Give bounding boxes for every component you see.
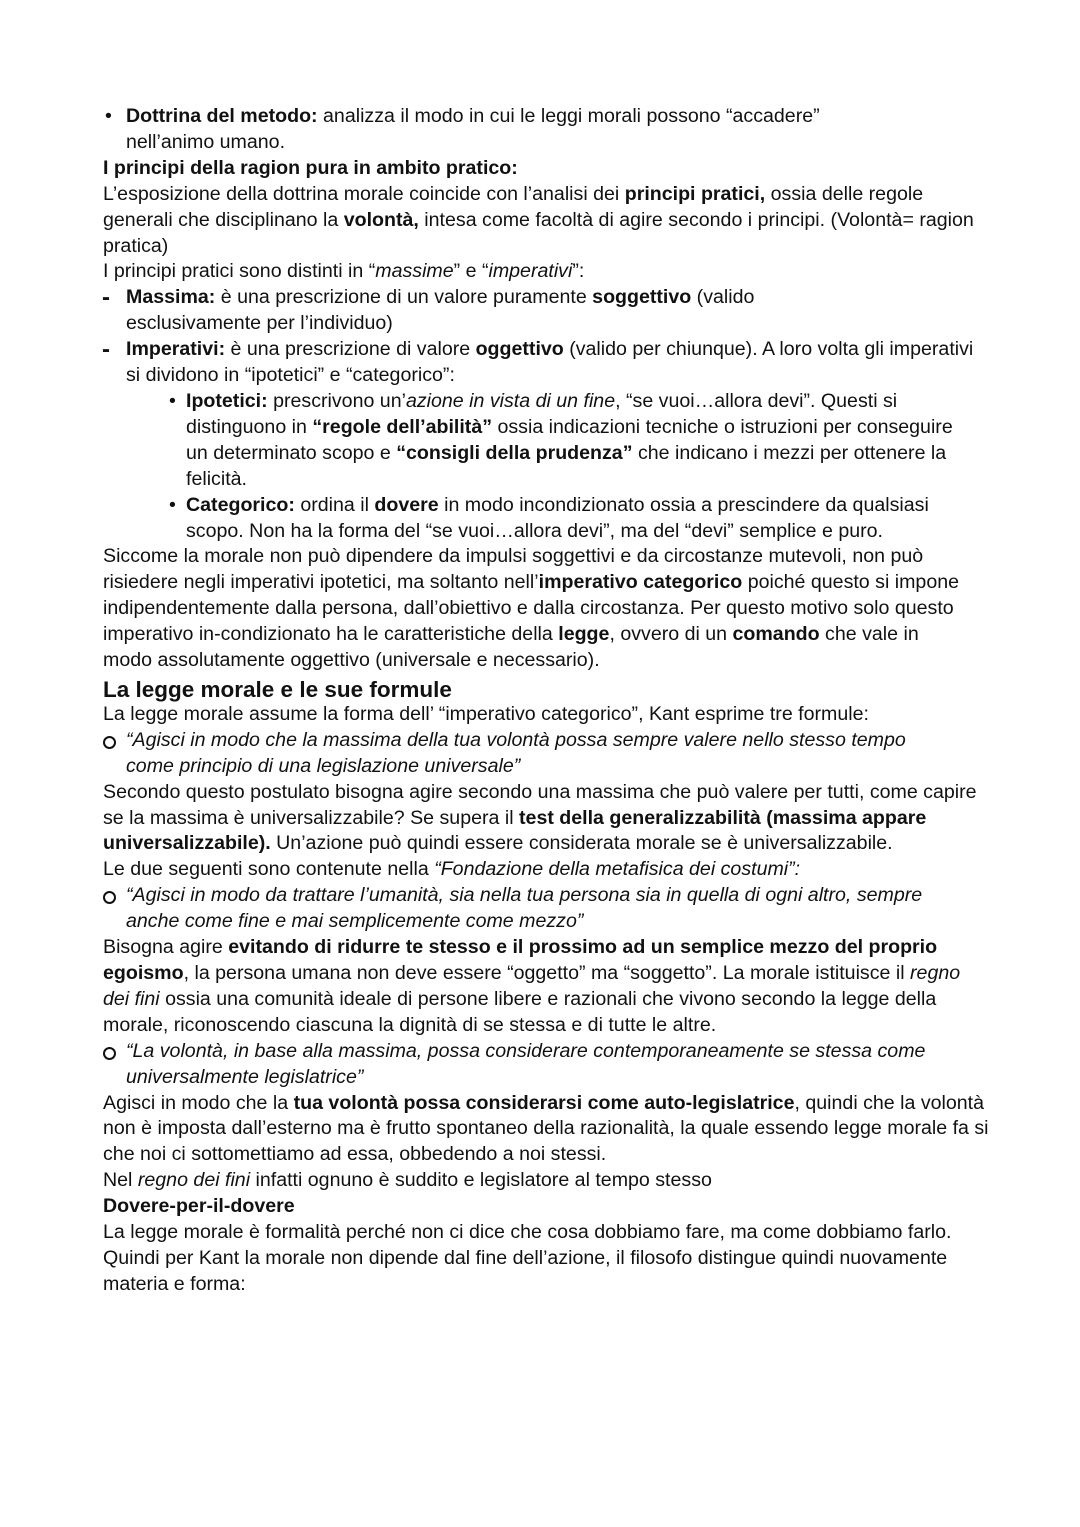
bold-span: Massima: [126, 286, 216, 309]
text-span: (valido esclusivamente per l’individuo) [126, 286, 755, 335]
section-heading-legge-morale: La legge morale e le sue formule [103, 676, 452, 702]
text-span: ossia delle regole generali che disciplinano la [103, 182, 924, 231]
text-span: L’esposizione della dottrina morale coincide con l’analisi dei [103, 182, 625, 205]
text-span: ossia indicazioni tecniche o istruzioni per conseguire un determinato scopo e [186, 415, 953, 464]
paragraph-formalita: La legge morale è formalità perché non ci dice che cosa dobbiamo fare, ma come dobbiamo farlo. Quindi per Kant la morale non dipende dal fine dell’azione, il filosofo distingue quindi nuovamente materia e forma: [103, 1221, 952, 1295]
bold-span: oggettivo [475, 338, 564, 361]
text-span: Secondo questo postulato bisogna agire secondo una massima che può valere per tutti, come capire se la massima è universalizzabile? Se supera il [103, 780, 977, 829]
text-span: Un’azione può quindi essere considerata morale se è universalizzabile. [270, 832, 893, 855]
paragraph-auto-legislatrice [103, 1091, 990, 1169]
paragraph-generalizzabilita [103, 780, 990, 858]
formula-2 [103, 883, 990, 935]
text-span: poiché questo si impone indipendentemente dalla persona, dall’obiettivo e dalla circostanza. Per questo motivo solo questo imperativo in-condizionato ha le caratteristiche della [103, 571, 960, 646]
circle-bullet-icon [103, 1047, 116, 1060]
text-span: Le due seguenti sono contenute nella [103, 858, 435, 881]
italic-span: “Fondazione della metafisica dei costumi”: [434, 858, 801, 881]
paragraph-imperativo-categorico [103, 544, 990, 674]
bold-span: Ipotetici: [186, 389, 268, 412]
circle-bullet-icon [103, 736, 116, 749]
bold-span: tua volontà possa considerarsi come auto-legislatrice [293, 1091, 795, 1114]
bold-span: test della generalizzabilità (massima appare universalizzabile). [103, 806, 927, 855]
bold-span: imperativo categorico [538, 571, 743, 594]
text-span: , quindi che la volontà non è imposta dall’esterno ma è frutto spontaneo della razionalità, la quale essendo legge morale fa si che noi ci sottomettiamo ad essa, obbedendo a noi stessi. [103, 1091, 989, 1166]
italic-span: regno dei fini [137, 1169, 251, 1192]
italic-span: massime [375, 260, 454, 283]
bold-span: legge [558, 623, 610, 646]
bold-span: Imperativi: [126, 338, 226, 361]
text-span: Agisci in modo che la [103, 1091, 294, 1114]
text-span: ”: [572, 260, 585, 283]
section-heading-dovere [103, 1194, 990, 1220]
dash-item-imperativi [103, 337, 990, 389]
text-span: in modo incondizionato ossia a prescindere da qualsiasi scopo. Non ha la forma del “se vuoi…allora devi”, ma del “devi” semplice e puro. [186, 493, 929, 542]
paragraph-massime-imperativi [103, 259, 990, 285]
bullet-marker: • [105, 105, 112, 127]
method-doctrine-bullet [103, 104, 990, 156]
dash-marker: - [102, 284, 110, 312]
text-span: è una prescrizione di valore [225, 338, 476, 361]
bold-span: comando [732, 623, 820, 646]
text-span: (valido per chiunque). A loro volta gli imperativi si dividono in “ipotetici” e “categorico”: [126, 338, 974, 387]
text-span: I principi pratici sono distinti in “ [103, 260, 376, 283]
paragraph-suddito-legislatore [103, 1168, 990, 1194]
bullet-item-categorico [103, 493, 990, 545]
formula-2-text: “Agisci in modo da trattare l’umanità, sia nella tua persona sia in quella di ogni altro, sempre anche come fine e mai semplicemente come mezzo” [126, 884, 923, 933]
text-span: prescrivono un’ [267, 389, 406, 412]
text-span: , la persona umana non deve essere “oggetto” ma “soggetto”. La morale istituisce il [183, 962, 911, 984]
bold-span: “regole dell’abilità” [312, 415, 493, 438]
formula-3 [103, 1039, 990, 1091]
text-span: che vale in modo assolutamente oggettivo (universale e necessario). [103, 623, 919, 672]
text-span: ossia una comunità ideale di persone libere e razionali che vivono secondo la legge della morale, riconoscendo ciascuna la dignità di se stessa e di tutte le altre. [103, 987, 937, 1036]
italic-span: regno dei fini [103, 962, 961, 1010]
text-span: intesa come facoltà di agire secondo i principi. (Volontà= ragion pratica) [103, 208, 974, 257]
paragraph-fondazione [103, 857, 990, 883]
section-heading-principi [103, 156, 990, 182]
text-span: Bisogna agire [103, 936, 229, 959]
text-span: ordina il [294, 493, 375, 516]
bold-span: evitando di ridurre te stesso e il prossimo ad un semplice mezzo del proprio egoismo [103, 936, 938, 984]
italic-span: imperativi [488, 260, 573, 283]
paragraph-tre-formule: La legge morale assume la forma dell’ “imperativo categorico”, Kant esprime tre formule: [103, 702, 869, 725]
formula-1 [103, 728, 990, 780]
bullet-item-ipotetici [103, 389, 990, 493]
text-span: Nel [103, 1169, 138, 1192]
text-span: Siccome la morale non può dipendere da impulsi soggettivi e da circostanze mutevoli, non può risiedere negli imperativi ipotetici, ma soltanto nell’ [103, 545, 924, 594]
text-span: ” e “ [453, 260, 489, 283]
bold-span: soggettivo [592, 286, 692, 309]
bullet-marker: • [169, 389, 176, 412]
bold-span: principi pratici, [624, 182, 766, 205]
dash-marker: - [102, 336, 110, 364]
text-span: , ovvero di un [609, 623, 733, 646]
bullet-marker: • [169, 493, 176, 516]
term-dottrina-metodo: Dottrina del metodo: [126, 105, 318, 127]
bold-span: Categorico: [186, 493, 295, 516]
formula-3-text: “La volontà, in base alla massima, possa considerare contemporaneamente se stessa come universalmente legislatrice” [126, 1039, 926, 1088]
dash-item-massima [103, 285, 990, 337]
heading-principi-text: I principi della ragion pura in ambito pratico: [103, 156, 518, 179]
method-doctrine-text: analizza il modo in cui le leggi morali possono “accadere” nell’animo umano. [126, 105, 820, 153]
text-span: è una prescrizione di un valore puramente [215, 286, 593, 309]
paragraph-principi-pratici [103, 182, 990, 260]
formula-1-text: “Agisci in modo che la massima della tua volontà possa sempre valere nello stesso tempo come principio di una legislazione universale” [126, 728, 906, 777]
italic-span: azione in vista di un fine [405, 389, 616, 412]
paragraph-regno-dei-fini [103, 935, 990, 1039]
circle-bullet-icon [103, 891, 116, 904]
text-span: che indicano i mezzi per ottenere la felicità. [186, 441, 947, 490]
bold-span: volontà, [343, 208, 419, 231]
heading-dovere-text: Dovere-per-il-dovere [103, 1195, 295, 1218]
text-span: infatti ognuno è suddito e legislatore al tempo stesso [250, 1169, 712, 1192]
bold-span: dovere [374, 493, 439, 516]
text-span: , “se vuoi…allora devi”. Questi si distinguono in [186, 389, 898, 438]
bold-span: “consigli della prudenza” [396, 441, 633, 464]
